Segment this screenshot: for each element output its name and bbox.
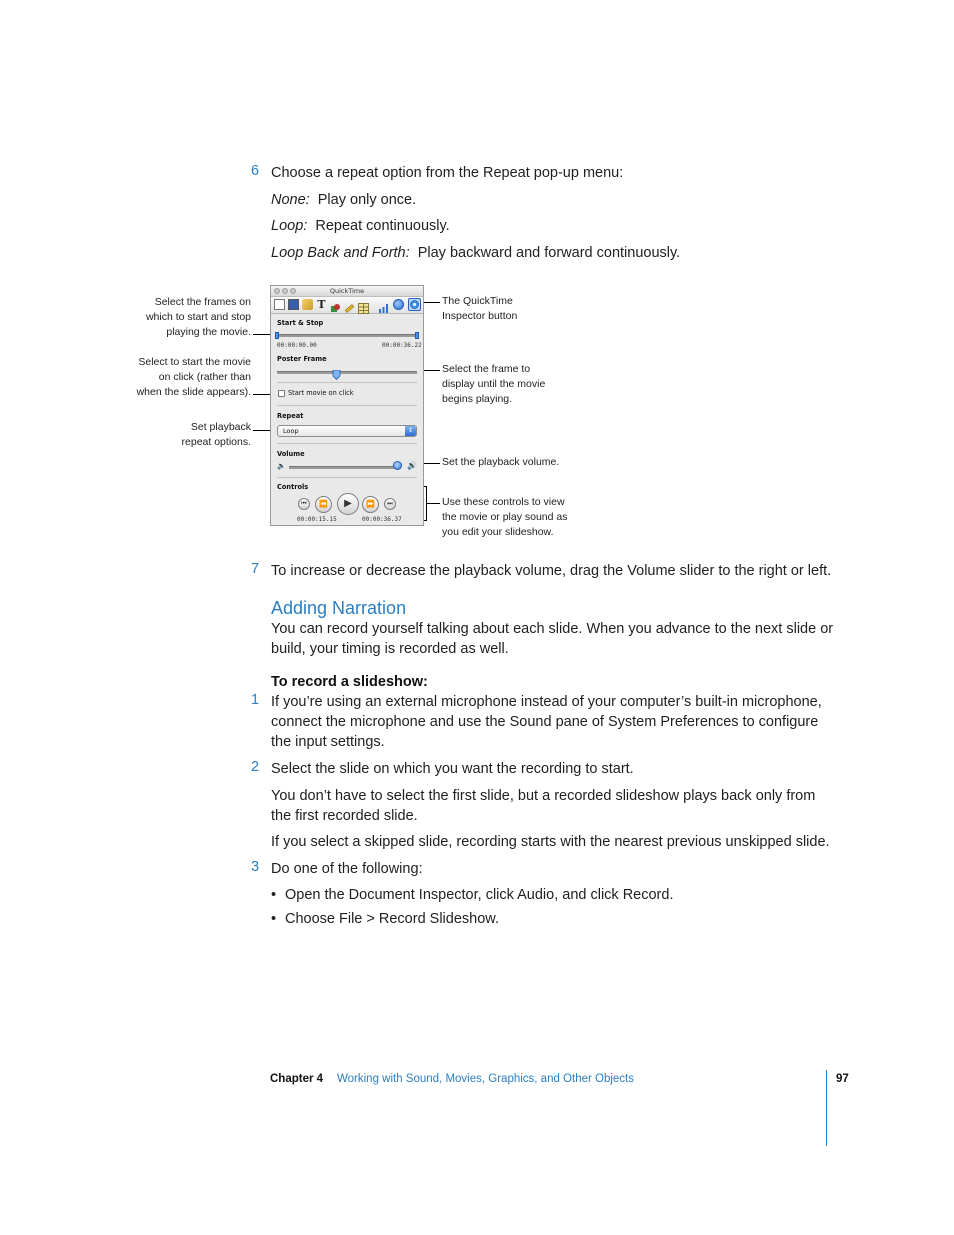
option-term: Loop Back and Forth: <box>271 245 410 261</box>
callout-line: Select to start the movie <box>138 356 251 368</box>
bullet-marker: • <box>271 911 277 927</box>
graphic-inspector-icon[interactable] <box>330 299 341 310</box>
callout-frames <box>100 295 251 340</box>
callout-line: on click (rather than <box>158 371 251 383</box>
callout-line: Select the frames on <box>154 296 251 308</box>
callout-line: repeat options. <box>181 436 251 448</box>
callout-line: playing the movie. <box>166 326 251 338</box>
skip-to-end-button[interactable]: ⏭ <box>384 498 396 510</box>
bullet-item: Choose File > Record Slideshow. <box>285 911 499 927</box>
footer-rule <box>826 1070 827 1146</box>
document-inspector-icon[interactable] <box>274 299 285 310</box>
repeat-option <box>271 190 416 210</box>
current-time: 00:00:15.15 <box>297 516 337 523</box>
end-time: 00:00:36.22 <box>382 342 422 349</box>
option-desc: Play backward and forward continuously. <box>417 245 681 261</box>
step-number: 2 <box>251 759 260 775</box>
play-button[interactable]: ▶ <box>337 493 359 515</box>
slide-inspector-icon[interactable] <box>288 299 299 310</box>
note-line: You don’t have to select the first slide, but a recorded slideshow plays back only from <box>271 788 816 804</box>
volume-handle[interactable] <box>393 461 402 470</box>
divider <box>277 443 417 444</box>
option-term: None: <box>271 192 310 208</box>
task-heading: To record a slideshow: <box>271 674 428 690</box>
footer-chapter: Chapter 4 <box>270 1073 324 1085</box>
callout-line: the movie or play sound as <box>442 511 568 523</box>
step-text: To increase or decrease the playback volume, drag the Volume slider to the right or left. <box>271 563 832 579</box>
divider <box>277 382 417 383</box>
section-heading: Adding Narration <box>271 598 407 618</box>
text-inspector-icon[interactable]: T <box>317 298 326 311</box>
step-line: If you’re using an external microphone instead of your computer’s built-in microphone, <box>271 694 822 710</box>
callout-line: The QuickTime <box>442 295 513 307</box>
volume-label: Volume <box>277 450 305 458</box>
repeat-label: Repeat <box>277 412 304 420</box>
chart-inspector-icon[interactable] <box>378 299 389 310</box>
rewind-to-start-button[interactable]: ⏮ <box>298 498 310 510</box>
callout-repeat <box>100 420 251 450</box>
volume-slider[interactable] <box>289 466 401 469</box>
intro-line: build, your timing is recorded as well. <box>271 641 509 657</box>
repeat-option <box>271 216 450 236</box>
page-number: 97 <box>836 1073 849 1085</box>
option-desc: Repeat continuously. <box>315 218 450 234</box>
note-line: If you select a skipped slide, recording starts with the nearest previous unskipped slide. <box>271 834 830 850</box>
callout-line: Select the frame to <box>442 363 531 375</box>
bullet-marker: • <box>271 887 277 903</box>
step-number: 3 <box>251 859 260 875</box>
stop-handle[interactable] <box>415 332 419 339</box>
bullet-item: Open the Document Inspector, click Audio, and click Record. <box>285 887 674 903</box>
divider <box>277 405 417 406</box>
step-line: Do one of the following: <box>271 861 423 877</box>
start-time: 00:00:00.00 <box>277 342 317 349</box>
callout-volume <box>442 455 602 470</box>
callout-line: Set playback <box>190 421 251 433</box>
callout-line: Use these controls to view <box>442 496 565 508</box>
transition-inspector-icon[interactable] <box>302 299 313 310</box>
chevron-updown-icon: ↕ <box>405 426 416 436</box>
divider <box>277 477 417 478</box>
controls-label: Controls <box>277 483 309 491</box>
total-time: 00:00:36.37 <box>362 516 402 523</box>
quicktime-inspector-button[interactable] <box>408 298 421 311</box>
callout-controls <box>442 495 602 540</box>
panel-titlebar <box>271 286 423 297</box>
fast-forward-button[interactable]: ⏩ <box>362 496 379 513</box>
callout-line: begins playing. <box>442 393 513 405</box>
footer-chapter-title: Working with Sound, Movies, Graphics, and Other Objects <box>337 1073 635 1085</box>
option-desc: Play only once. <box>317 192 417 208</box>
callout-start-click <box>100 355 251 400</box>
poster-frame-slider[interactable] <box>277 371 417 374</box>
step-line: connect the microphone and use the Sound pane of System Preferences to configure <box>271 714 819 730</box>
step-number: 7 <box>251 561 260 577</box>
callout-line: which to start and stop <box>145 311 251 323</box>
option-term: Loop: <box>271 218 308 234</box>
callout-line: when the slide appears). <box>136 386 251 398</box>
callout-inspector <box>442 294 582 324</box>
repeat-selected-value: Loop <box>283 427 299 435</box>
repeat-popup-menu[interactable] <box>277 425 417 437</box>
intro-line: You can record yourself talking about each slide. When you advance to the next slide or <box>271 621 834 637</box>
callout-line: display until the movie <box>442 378 546 390</box>
rewind-button[interactable]: ⏪ <box>315 496 332 513</box>
poster-frame-handle[interactable] <box>332 365 341 375</box>
repeat-option <box>271 243 680 263</box>
step-number: 1 <box>251 692 260 708</box>
volume-low-icon: 🔈 <box>277 462 286 470</box>
quicktime-inspector-panel <box>270 285 424 526</box>
callout-poster <box>442 362 582 407</box>
volume-high-icon: 🔊 <box>407 461 417 470</box>
callout-line: Set the playback volume. <box>442 456 560 468</box>
callout-line: Inspector button <box>442 310 518 322</box>
start-handle[interactable] <box>275 332 279 339</box>
metrics-inspector-icon[interactable] <box>344 299 355 310</box>
poster-frame-label: Poster Frame <box>277 355 327 363</box>
note-line: the first recorded slide. <box>271 808 418 824</box>
callout-line: you edit your slideshow. <box>442 526 554 538</box>
start-on-click-checkbox[interactable] <box>278 390 285 397</box>
start-stop-label: Start & Stop <box>277 319 324 327</box>
bracket-line <box>426 503 440 504</box>
inspector-toolbar <box>271 297 423 314</box>
step-text: Choose a repeat option from the Repeat pop-up menu: <box>271 165 624 181</box>
start-on-click-label: Start movie on click <box>288 389 354 397</box>
step-line: the input settings. <box>271 734 385 750</box>
step-number: 6 <box>251 163 260 179</box>
step-line: Select the slide on which you want the recording to start. <box>271 761 634 777</box>
table-inspector-icon[interactable] <box>358 299 369 310</box>
start-stop-slider[interactable] <box>277 334 417 337</box>
hyperlink-inspector-icon[interactable] <box>393 299 404 310</box>
panel-title: QuickTime <box>329 287 365 295</box>
